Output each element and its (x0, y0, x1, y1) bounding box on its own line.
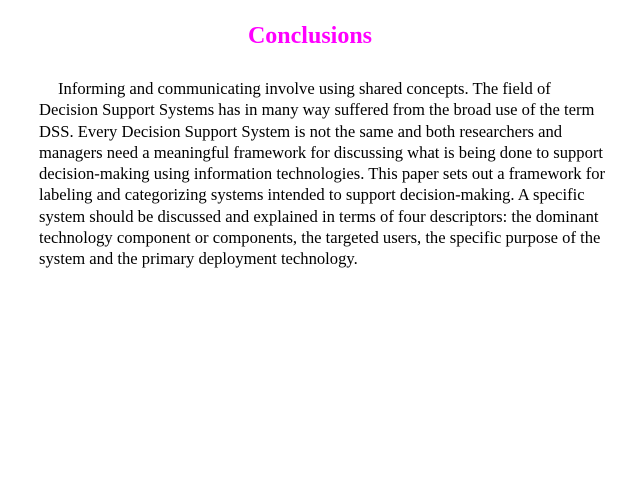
body-paragraph: Informing and communicating involve using shared concepts. The field of Decision Support Systems has in many way suffered from the broad use of the term DSS. Every Decision Support System is not the same and both researchers and managers need a meaningful framework for discussing what is being done to support decision-making using information technologies. This paper sets out a framework for labeling and categorizing systems intended to support decision-making. A specific system should be discussed and explained in terms of four descriptors: the dominant technology component or components, the targeted users, the specific purpose of the system and the primary deployment technology. (39, 79, 606, 269)
slide-title: Conclusions (247, 23, 373, 49)
